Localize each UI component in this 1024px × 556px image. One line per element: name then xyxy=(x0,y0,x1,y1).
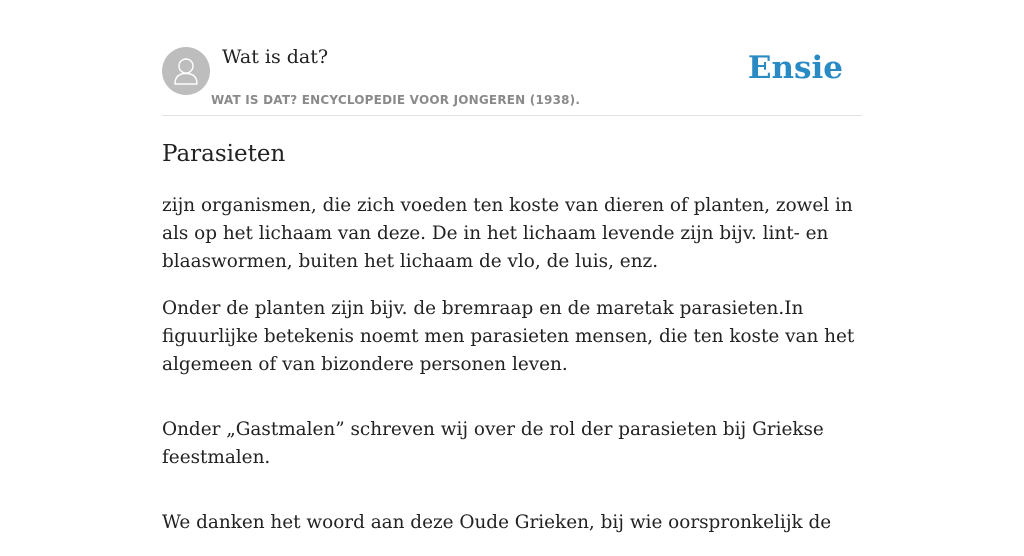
source-subtitle: WAT IS DAT? ENCYCLOPEDIE VOOR JONGEREN (1938). xyxy=(211,93,581,107)
article-body xyxy=(162,192,862,556)
user-placeholder-icon xyxy=(162,47,210,95)
article-paragraph: Onder de planten zijn bijv. de bremraap en de maretak parasieten.In figuurlijke betekenis noemt men parasieten mensen, die ten koste van het algemeen of van bizondere personen leven. xyxy=(162,298,855,375)
article-title: Parasieten xyxy=(162,141,286,167)
article-paragraph: zijn organismen, die zich voeden ten koste van dieren of planten, zowel in als op het lichaam van deze. De in het lichaam levende zijn bijv. lint- en blaaswormen, buiten het lichaam de vlo, de luis, enz. xyxy=(162,195,853,272)
brand-logo-link[interactable]: Ensie xyxy=(747,50,843,86)
page-container xyxy=(162,0,862,533)
source-header xyxy=(162,0,862,116)
article-paragraph: Onder „Gastmalen” schreven wij over de rol der parasieten bij Griekse feestmalen. xyxy=(162,419,824,468)
article-paragraph: We danken het woord aan deze Oude Grieken, bij wie oorspronkelijk de xyxy=(162,512,832,533)
source-title[interactable]: Wat is dat? xyxy=(222,46,329,68)
avatar[interactable] xyxy=(162,47,210,95)
